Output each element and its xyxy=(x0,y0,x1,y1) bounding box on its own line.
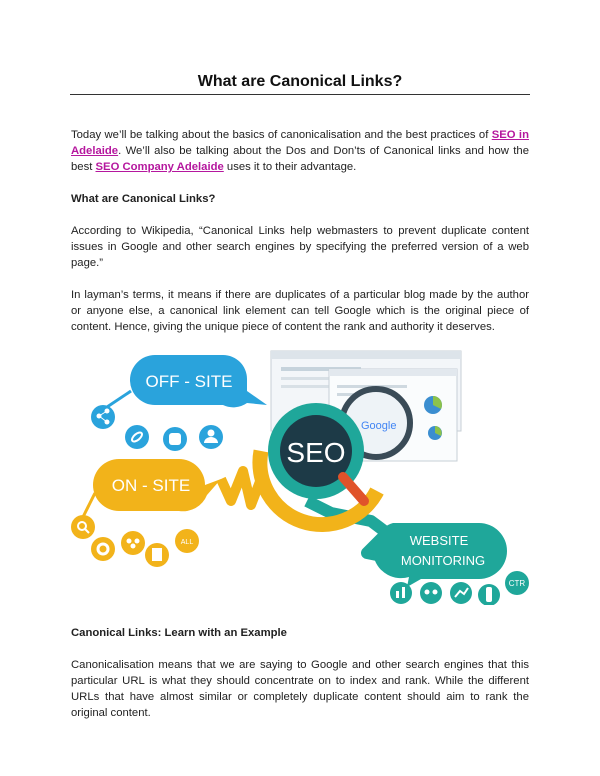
link-icon xyxy=(125,425,149,449)
share-icon xyxy=(91,405,115,429)
seo-center-label: SEO xyxy=(286,437,346,468)
canonicalisation-paragraph: Canonicalisation means that we are saying to Google and other search engines that this particular URL is what they should concentrate on to index and rank. While the different URLs that have almost similar or completely duplicate content should aim to rank the original content. xyxy=(71,659,529,719)
all-label: ALL xyxy=(180,539,194,546)
intro-paragraph xyxy=(71,127,529,175)
seo-infographic-svg xyxy=(71,343,529,605)
intro-text-3: uses it to their advantage. xyxy=(223,161,357,173)
intro-text-2: . We’ll also be talking about the Dos and Don’ts of Canonical links and how the best xyxy=(71,145,529,173)
off-site-icons xyxy=(91,405,223,451)
intro-text-1: Today we’ll be talking about the basics of canonicalisation and the best practices of xyxy=(71,129,492,141)
off-site-bubble xyxy=(101,355,267,411)
on-site-icons xyxy=(71,515,199,567)
wikipedia-paragraph: According to Wikipedia, “Canonical Links help webmasters to prevent duplicate content issues in Google and other search engines by specifying the preferred version of a web page.” xyxy=(71,225,529,269)
seo-adelaide-link[interactable]: SEO in Adelaide xyxy=(71,129,529,157)
bar-chart-icon xyxy=(390,582,412,604)
section-heading-example: Canonical Links: Learn with an Example xyxy=(71,627,287,639)
off-site-label: OFF - SITE xyxy=(145,372,233,391)
gear-icon xyxy=(91,537,115,561)
article-body xyxy=(71,127,529,721)
on-site-label: ON - SITE xyxy=(111,476,191,495)
monitoring-label-2: MONITORING xyxy=(400,553,486,568)
layman-paragraph: In layman’s terms, it means if there are duplicates of a particular blog made by the author or anyone else, a canonical link element can tell Google which is the original piece of content. Hence, giving the unique piece of content the rank and authority it deserves. xyxy=(71,289,529,333)
on-site-bubble xyxy=(81,459,221,521)
google-label: Google xyxy=(361,420,397,432)
title-divider xyxy=(70,94,530,95)
section-heading-what-are: What are Canonical Links? xyxy=(71,193,216,205)
seo-infographic xyxy=(71,343,529,605)
monitoring-bubble xyxy=(373,523,507,587)
monitoring-label-1: WEBSITE xyxy=(409,533,469,548)
search-icon xyxy=(71,515,95,539)
team-icon xyxy=(121,531,145,555)
ctr-label: CTR xyxy=(508,579,526,588)
group-icon xyxy=(420,582,442,604)
page-title: What are Canonical Links? xyxy=(197,73,403,90)
seo-company-adelaide-link[interactable]: SEO Company Adelaide xyxy=(95,161,224,173)
